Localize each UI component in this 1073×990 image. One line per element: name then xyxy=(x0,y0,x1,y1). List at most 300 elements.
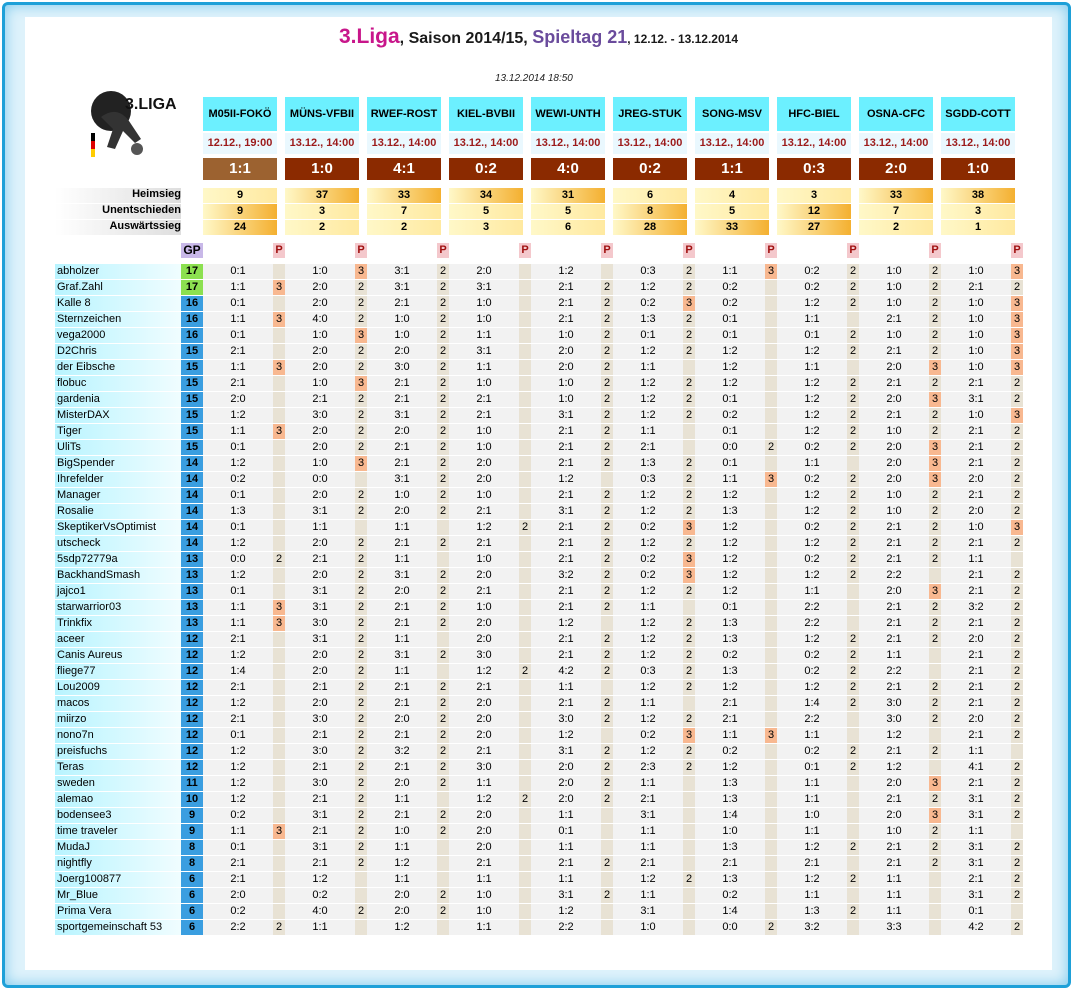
match-result: 1:1 xyxy=(203,158,277,180)
tip-value: 1:4 xyxy=(777,696,847,711)
tip-points: 2 xyxy=(437,760,449,775)
tip-value: 3:1 xyxy=(941,888,1011,903)
tip-value: 2:0 xyxy=(859,360,929,375)
tip-points: 2 xyxy=(847,872,859,887)
tip-value: 1:0 xyxy=(941,296,1011,311)
tip-points: 2 xyxy=(601,280,613,295)
tip-value: 0:1 xyxy=(613,328,683,343)
tip-points: 2 xyxy=(683,312,695,327)
tip-value: 2:1 xyxy=(859,600,929,615)
tip-value: 0:1 xyxy=(203,728,273,743)
away-win-count: 28 xyxy=(613,220,687,235)
tip-points: 2 xyxy=(847,664,859,679)
match-result: 4:1 xyxy=(367,158,441,180)
tip-value: 2:0 xyxy=(859,584,929,599)
tip-points xyxy=(273,888,285,903)
tip-points xyxy=(847,888,859,903)
tip-points: 2 xyxy=(437,728,449,743)
tip-points: 2 xyxy=(1011,472,1023,487)
tip-points: 2 xyxy=(847,424,859,439)
tip-value: 0:1 xyxy=(941,904,1011,919)
tip-points xyxy=(601,264,613,279)
tip-points xyxy=(273,696,285,711)
tip-points: 2 xyxy=(929,712,941,727)
tip-points xyxy=(273,472,285,487)
tip-points: 2 xyxy=(1011,664,1023,679)
tip-value: 2:1 xyxy=(941,696,1011,711)
match-teams: SONG-MSV xyxy=(695,97,769,131)
tip-points: 3 xyxy=(273,280,285,295)
tip-points: 2 xyxy=(929,792,941,807)
tip-points xyxy=(683,440,695,455)
tip-points: 3 xyxy=(929,776,941,791)
tip-points: 2 xyxy=(437,808,449,823)
match-teams: JREG-STUK xyxy=(613,97,687,131)
tip-value: 2:0 xyxy=(941,504,1011,519)
tip-value: 2:2 xyxy=(777,712,847,727)
tip-value: 2:1 xyxy=(941,616,1011,631)
points-header: P xyxy=(601,243,613,258)
tip-value: 2:1 xyxy=(203,872,273,887)
tip-value: 1:1 xyxy=(367,664,437,679)
tip-value: 1:0 xyxy=(531,392,601,407)
tip-points: 2 xyxy=(1011,696,1023,711)
home-win-count: 34 xyxy=(449,188,523,203)
tip-points: 2 xyxy=(519,520,531,535)
tip-points: 2 xyxy=(929,536,941,551)
tip-value: 0:2 xyxy=(695,744,765,759)
tip-points xyxy=(601,728,613,743)
gp-header: GP xyxy=(181,243,203,258)
home-win-count: 38 xyxy=(941,188,1015,203)
tip-value: 1:0 xyxy=(367,824,437,839)
points-header: P xyxy=(765,243,777,258)
tip-value: 1:2 xyxy=(613,488,683,503)
tip-value: 1:1 xyxy=(859,888,929,903)
tip-points xyxy=(273,520,285,535)
tip-value: 0:1 xyxy=(203,584,273,599)
tip-points xyxy=(519,312,531,327)
tip-points: 2 xyxy=(355,344,367,359)
tip-value: 1:0 xyxy=(285,328,355,343)
tip-points: 2 xyxy=(1011,760,1023,775)
tip-points xyxy=(519,824,531,839)
tip-points: 2 xyxy=(437,312,449,327)
tip-points xyxy=(765,312,777,327)
tip-points xyxy=(273,568,285,583)
tip-value: 3:2 xyxy=(941,600,1011,615)
tip-points: 2 xyxy=(847,520,859,535)
tip-value: 1:2 xyxy=(613,680,683,695)
tip-points xyxy=(273,904,285,919)
draw-count: 12 xyxy=(777,204,851,219)
match-result: 1:1 xyxy=(695,158,769,180)
tip-points: 3 xyxy=(765,728,777,743)
tip-value: 1:1 xyxy=(367,632,437,647)
tip-points: 2 xyxy=(601,696,613,711)
tip-value: 1:0 xyxy=(859,296,929,311)
tip-value: 2:1 xyxy=(859,680,929,695)
tip-points: 2 xyxy=(929,616,941,631)
tip-points: 2 xyxy=(601,856,613,871)
tip-points: 2 xyxy=(1011,424,1023,439)
player-gp: 6 xyxy=(181,872,203,887)
tip-points: 2 xyxy=(1011,872,1023,887)
tip-points: 2 xyxy=(1011,280,1023,295)
tip-value: 1:1 xyxy=(777,776,847,791)
tip-value: 2:0 xyxy=(285,296,355,311)
tip-points: 2 xyxy=(847,328,859,343)
tip-value: 1:1 xyxy=(367,872,437,887)
tip-points: 2 xyxy=(519,792,531,807)
stat-label-home: Heimsieg xyxy=(55,188,181,203)
tip-points: 3 xyxy=(929,472,941,487)
player-name: der Eibsche xyxy=(55,360,181,375)
tip-points: 2 xyxy=(1011,632,1023,647)
tip-points: 2 xyxy=(601,520,613,535)
tip-value: 1:2 xyxy=(695,360,765,375)
tip-value: 2:1 xyxy=(695,856,765,871)
tip-points: 2 xyxy=(847,568,859,583)
home-win-count: 31 xyxy=(531,188,605,203)
tip-value: 1:2 xyxy=(695,552,765,567)
tip-value: 1:1 xyxy=(613,600,683,615)
tip-points: 2 xyxy=(437,392,449,407)
tip-value: 1:0 xyxy=(941,264,1011,279)
tip-points: 2 xyxy=(601,392,613,407)
tip-value: 0:2 xyxy=(777,264,847,279)
page-frame xyxy=(2,2,1071,988)
tip-points xyxy=(601,680,613,695)
tip-value: 2:1 xyxy=(859,344,929,359)
match-date: 12.12., 19:00 xyxy=(203,133,277,154)
tip-value: 0:1 xyxy=(695,600,765,615)
tip-points: 2 xyxy=(929,744,941,759)
home-win-count: 33 xyxy=(367,188,441,203)
player-gp: 15 xyxy=(181,344,203,359)
tip-points xyxy=(519,536,531,551)
tip-value: 1:0 xyxy=(859,488,929,503)
tip-value: 2:1 xyxy=(367,392,437,407)
tip-points: 2 xyxy=(847,408,859,423)
tip-points: 2 xyxy=(355,904,367,919)
tip-points: 2 xyxy=(355,392,367,407)
tip-value: 3:2 xyxy=(367,744,437,759)
player-gp: 12 xyxy=(181,632,203,647)
player-name: sweden xyxy=(55,776,181,791)
tip-value: 1:2 xyxy=(695,680,765,695)
tip-value: 4:1 xyxy=(941,760,1011,775)
tip-value: 1:0 xyxy=(285,376,355,391)
tip-points: 2 xyxy=(929,488,941,503)
tip-points: 2 xyxy=(683,344,695,359)
tip-value: 2:0 xyxy=(449,696,519,711)
matchday-label: Spieltag 21 xyxy=(532,27,628,47)
tip-points: 2 xyxy=(601,424,613,439)
tip-points: 3 xyxy=(683,520,695,535)
tip-value: 2:1 xyxy=(941,776,1011,791)
player-name: Graf.Zahl xyxy=(55,280,181,295)
player-gp: 10 xyxy=(181,792,203,807)
tip-points: 3 xyxy=(273,616,285,631)
player-gp: 14 xyxy=(181,488,203,503)
tip-value: 1:1 xyxy=(695,472,765,487)
tip-points xyxy=(273,536,285,551)
tip-value: 1:0 xyxy=(367,312,437,327)
tip-value: 1:3 xyxy=(695,616,765,631)
tip-value: 2:0 xyxy=(285,664,355,679)
tip-value: 3:1 xyxy=(285,600,355,615)
tip-value: 1:2 xyxy=(613,280,683,295)
tip-value: 1:3 xyxy=(777,904,847,919)
player-gp: 15 xyxy=(181,408,203,423)
player-name: miirzo xyxy=(55,712,181,727)
tip-points xyxy=(683,696,695,711)
tip-value: 2:0 xyxy=(367,776,437,791)
tip-value: 1:1 xyxy=(777,728,847,743)
content-panel xyxy=(25,17,1052,970)
player-name: aceer xyxy=(55,632,181,647)
player-name: abholzer xyxy=(55,264,181,279)
tip-value: 3:0 xyxy=(449,648,519,663)
tip-points: 2 xyxy=(437,472,449,487)
tip-points xyxy=(847,728,859,743)
tip-value: 2:1 xyxy=(367,600,437,615)
tip-points: 2 xyxy=(1011,888,1023,903)
tip-value: 1:2 xyxy=(613,872,683,887)
tip-value: 3:1 xyxy=(531,408,601,423)
tip-value: 3:1 xyxy=(531,504,601,519)
tip-value: 2:1 xyxy=(941,424,1011,439)
tip-points xyxy=(437,920,449,935)
home-win-count: 9 xyxy=(203,188,277,203)
tip-value: 2:0 xyxy=(531,344,601,359)
tip-value: 1:3 xyxy=(203,504,273,519)
tip-value: 4:0 xyxy=(285,312,355,327)
tip-points: 2 xyxy=(437,504,449,519)
tip-value: 2:1 xyxy=(941,488,1011,503)
tip-value: 1:1 xyxy=(695,264,765,279)
tip-value: 2:1 xyxy=(203,344,273,359)
tip-value: 1:3 xyxy=(695,664,765,679)
tip-value: 1:3 xyxy=(695,872,765,887)
tip-value: 1:2 xyxy=(695,376,765,391)
tip-points: 2 xyxy=(1011,600,1023,615)
tip-points xyxy=(765,904,777,919)
tip-value: 2:1 xyxy=(531,456,601,471)
tip-value: 2:1 xyxy=(285,392,355,407)
tip-value: 0:2 xyxy=(613,728,683,743)
tip-value: 2:1 xyxy=(531,552,601,567)
tip-points: 2 xyxy=(847,552,859,567)
league-name: 3.Liga xyxy=(338,25,400,48)
away-win-count: 3 xyxy=(449,220,523,235)
tip-value: 1:2 xyxy=(203,792,273,807)
tip-points xyxy=(519,744,531,759)
player-name: Prima Vera xyxy=(55,904,181,919)
tip-points xyxy=(437,872,449,887)
player-name: Teras xyxy=(55,760,181,775)
tip-value: 1:3 xyxy=(695,776,765,791)
tip-value: 2:1 xyxy=(613,856,683,871)
tip-points: 2 xyxy=(1011,808,1023,823)
tip-points xyxy=(765,456,777,471)
player-name: UliTs xyxy=(55,440,181,455)
tip-value: 1:1 xyxy=(777,360,847,375)
tip-value: 2:1 xyxy=(613,440,683,455)
tip-value: 1:2 xyxy=(777,344,847,359)
player-gp: 16 xyxy=(181,312,203,327)
tip-points: 2 xyxy=(355,616,367,631)
tip-value: 1:2 xyxy=(613,344,683,359)
tip-points: 2 xyxy=(437,328,449,343)
tip-value: 1:1 xyxy=(449,360,519,375)
player-name: Manager xyxy=(55,488,181,503)
tip-value: 2:1 xyxy=(367,456,437,471)
tip-points: 3 xyxy=(683,728,695,743)
tip-points: 2 xyxy=(765,920,777,935)
tip-value: 1:0 xyxy=(449,488,519,503)
tip-points: 2 xyxy=(601,760,613,775)
player-name: Kalle 8 xyxy=(55,296,181,311)
tip-points xyxy=(519,680,531,695)
tip-points xyxy=(683,888,695,903)
tip-points: 2 xyxy=(929,264,941,279)
tip-points xyxy=(519,296,531,311)
tip-value: 3:1 xyxy=(285,632,355,647)
tip-points: 2 xyxy=(355,584,367,599)
tip-points: 3 xyxy=(683,552,695,567)
tip-value: 3:1 xyxy=(449,344,519,359)
tip-points: 2 xyxy=(683,456,695,471)
player-name: flobuc xyxy=(55,376,181,391)
tip-value: 1:2 xyxy=(695,568,765,583)
tip-points: 2 xyxy=(683,376,695,391)
tip-points: 2 xyxy=(929,696,941,711)
match-result: 2:0 xyxy=(859,158,933,180)
tip-value: 1:2 xyxy=(203,536,273,551)
tip-value: 2:0 xyxy=(449,632,519,647)
tip-points xyxy=(519,424,531,439)
player-gp: 12 xyxy=(181,744,203,759)
tip-points xyxy=(273,712,285,727)
tip-value: 2:1 xyxy=(859,616,929,631)
tip-points xyxy=(929,568,941,583)
tip-points: 2 xyxy=(1011,856,1023,871)
tip-value: 2:2 xyxy=(777,600,847,615)
match-date: 13.12., 14:00 xyxy=(531,133,605,154)
tip-points xyxy=(847,616,859,631)
tip-points: 2 xyxy=(929,856,941,871)
tip-value: 1:2 xyxy=(531,904,601,919)
player-gp: 16 xyxy=(181,328,203,343)
tip-value: 2:1 xyxy=(531,600,601,615)
tip-points: 3 xyxy=(1011,360,1023,375)
tip-value: 1:2 xyxy=(859,728,929,743)
tip-points: 2 xyxy=(355,536,367,551)
tip-points: 2 xyxy=(929,424,941,439)
tip-points xyxy=(273,376,285,391)
tip-points: 2 xyxy=(273,552,285,567)
tip-value: 3:1 xyxy=(285,808,355,823)
tip-value: 2:3 xyxy=(613,760,683,775)
match-teams: MÜNS-VFBII xyxy=(285,97,359,131)
tip-value: 2:1 xyxy=(941,280,1011,295)
tip-points xyxy=(683,904,695,919)
away-win-count: 6 xyxy=(531,220,605,235)
tip-points xyxy=(765,296,777,311)
tip-points: 2 xyxy=(437,584,449,599)
tip-value: 0:2 xyxy=(777,472,847,487)
tip-points: 2 xyxy=(929,600,941,615)
tip-points: 2 xyxy=(683,664,695,679)
points-header: P xyxy=(929,243,941,258)
player-gp: 12 xyxy=(181,760,203,775)
player-name: Tiger xyxy=(55,424,181,439)
tip-value: 1:0 xyxy=(449,440,519,455)
points-header: P xyxy=(847,243,859,258)
draw-count: 5 xyxy=(695,204,769,219)
tip-points: 2 xyxy=(929,296,941,311)
tip-points xyxy=(601,808,613,823)
tip-value: 1:2 xyxy=(203,744,273,759)
tip-points: 2 xyxy=(929,680,941,695)
tip-points: 2 xyxy=(355,664,367,679)
player-gp: 12 xyxy=(181,680,203,695)
tip-points: 3 xyxy=(273,312,285,327)
tip-value: 2:0 xyxy=(941,472,1011,487)
tip-value: 2:0 xyxy=(367,424,437,439)
player-gp: 8 xyxy=(181,840,203,855)
tip-points: 3 xyxy=(929,584,941,599)
tip-points xyxy=(765,552,777,567)
tip-value: 3:1 xyxy=(531,744,601,759)
tip-value: 1:1 xyxy=(859,904,929,919)
tip-points: 3 xyxy=(929,808,941,823)
tip-points: 2 xyxy=(683,648,695,663)
tip-points: 3 xyxy=(929,360,941,375)
tip-value: 2:1 xyxy=(859,856,929,871)
tip-value: 2:0 xyxy=(859,456,929,471)
tip-value: 1:1 xyxy=(613,360,683,375)
tip-value: 2:0 xyxy=(859,808,929,823)
tip-value: 2:0 xyxy=(285,488,355,503)
tip-points xyxy=(273,264,285,279)
draw-count: 3 xyxy=(285,204,359,219)
tip-value: 3:1 xyxy=(367,408,437,423)
tip-points: 2 xyxy=(437,616,449,631)
tip-value: 1:1 xyxy=(285,520,355,535)
tip-value: 1:1 xyxy=(941,824,1011,839)
tip-value: 2:1 xyxy=(859,744,929,759)
tip-value: 1:1 xyxy=(777,312,847,327)
player-name: MudaJ xyxy=(55,840,181,855)
points-header: P xyxy=(683,243,695,258)
tip-value: 1:0 xyxy=(449,888,519,903)
stat-label-draw: Unentschieden xyxy=(55,204,181,219)
tip-points: 2 xyxy=(437,360,449,375)
tip-value: 2:1 xyxy=(449,392,519,407)
tip-points: 2 xyxy=(601,536,613,551)
tip-points xyxy=(519,648,531,663)
tip-value: 3:2 xyxy=(777,920,847,935)
tip-points: 2 xyxy=(1011,616,1023,631)
tip-points: 2 xyxy=(437,568,449,583)
player-name: SkeptikerVsOptimist xyxy=(55,520,181,535)
tip-points: 2 xyxy=(1011,840,1023,855)
tip-points: 2 xyxy=(1011,920,1023,935)
tip-points xyxy=(519,280,531,295)
